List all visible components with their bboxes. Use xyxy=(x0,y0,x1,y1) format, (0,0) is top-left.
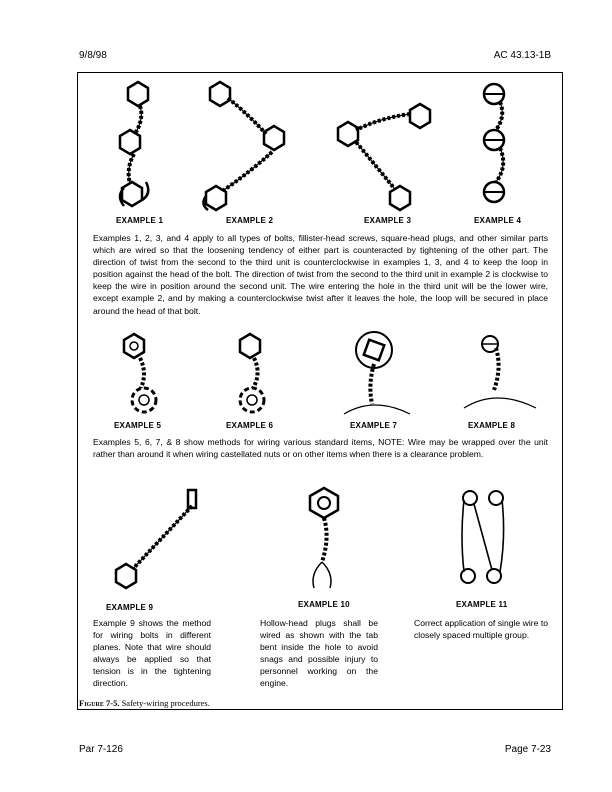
example-2-label: EXAMPLE 2 xyxy=(226,216,274,225)
example-10-drawing xyxy=(300,482,360,592)
header-doc-number: AC 43.13-1B xyxy=(493,50,551,61)
example-7-label: EXAMPLE 7 xyxy=(350,421,398,430)
example-8-drawing xyxy=(460,328,540,418)
example-6-drawing xyxy=(228,330,288,420)
header-date: 9/8/98 xyxy=(79,50,107,61)
example-8-label: EXAMPLE 8 xyxy=(468,421,516,430)
paragraph-examples-5-8: Examples 5, 6, 7, & 8 show methods for wiring various standard items, NOTE: Wire may be wrapped over the unit rather than around it when wiring castellated nuts or on other items when there is a clearance problem. xyxy=(93,437,548,460)
example-10-description: Hollow-head plugs shall be wired as shown with the tab bent inside the hole to avoid snags and possible injury to personnel working on the engine. xyxy=(260,618,378,689)
example-11-drawing xyxy=(450,486,520,596)
example-11-label: EXAMPLE 11 xyxy=(456,600,508,609)
footer-page-number: Page 7-23 xyxy=(504,744,551,755)
example-1-label: EXAMPLE 1 xyxy=(116,216,164,225)
example-9-description: Example 9 shows the method for wiring bolts in different planes. Note that wire should always be applied so that tension is in the tightening direction. xyxy=(93,618,211,689)
example-10-label: EXAMPLE 10 xyxy=(298,600,350,609)
example-9-label: EXAMPLE 9 xyxy=(106,603,154,612)
example-5-label: EXAMPLE 5 xyxy=(114,421,162,430)
example-4-label: EXAMPLE 4 xyxy=(474,216,522,225)
example-3-drawing xyxy=(330,76,440,216)
example-9-drawing xyxy=(108,486,208,596)
footer-paragraph-ref: Par 7-126 xyxy=(79,744,123,755)
example-6-label: EXAMPLE 6 xyxy=(226,421,274,430)
paragraph-examples-1-4: Examples 1, 2, 3, and 4 apply to all types of bolts, fillister-head screws, square-head plugs, and other similar parts which are wired so that the loosening tendency of either part is counteracted by tightening of the other part. The direction of twist from the second to the third unit is counterclockwise in examples 1, 3, and 4 to keep the loop in position against the head of the bolt. The direction of twist from the second to the third unit in example 2 is clockwise to keep the wire in position around the second unit. The wire entering the hole in the third unit will be the lower wire, except example 2, and by making a counterclockwise twist after it leaves the hole, the loop will be secured in place around the head of that bolt. xyxy=(93,233,548,316)
example-5-drawing xyxy=(112,330,172,420)
example-1-drawing xyxy=(100,76,180,216)
example-7-drawing xyxy=(340,328,420,418)
example-3-label: EXAMPLE 3 xyxy=(364,216,412,225)
example-4-drawing xyxy=(470,76,520,216)
example-2-drawing xyxy=(190,76,300,216)
figure-title: Safety-wiring procedures. xyxy=(121,698,210,708)
figure-caption xyxy=(79,698,210,708)
example-11-description: Correct application of single wire to closely spaced multiple group. xyxy=(414,618,548,641)
figure-number: Figure 7-5. xyxy=(79,698,120,708)
